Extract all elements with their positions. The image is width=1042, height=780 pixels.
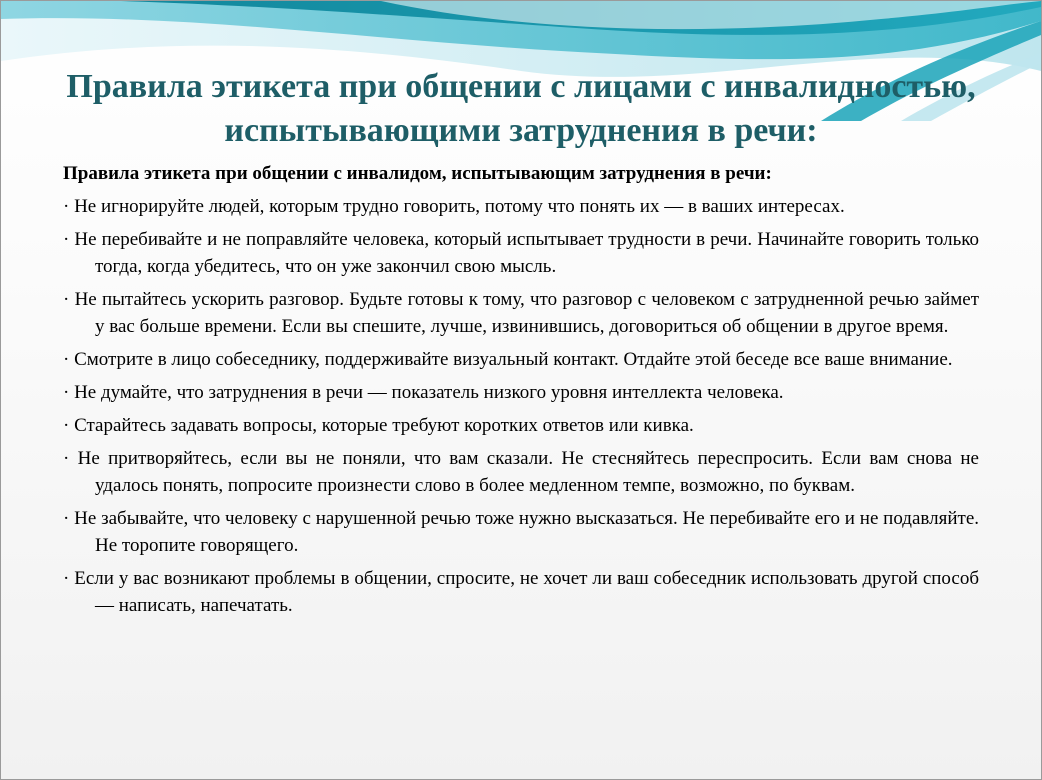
rule-text: Не перебивайте и не поправляйте человека, который испытывает трудности в речи. Начинайте говорить только тогда, когда убедитесь, что он уже закончил свою мысль. (74, 229, 979, 277)
rule-item-4 (63, 346, 979, 373)
rule-item-9 (63, 565, 979, 619)
rule-text: Не игнорируйте людей, которым трудно говорить, потому что понять их — в ваших интересах. (74, 196, 845, 217)
rule-item-5 (63, 379, 979, 406)
bullet: · (63, 196, 70, 217)
rule-text: Старайтесь задавать вопросы, которые требуют коротких ответов или кивка. (74, 415, 694, 436)
slide-content (63, 161, 979, 625)
rule-item-7 (63, 445, 979, 499)
bullet: · (63, 415, 70, 436)
bullet: · (63, 382, 70, 403)
rules-subtitle: Правила этикета при общении с инвалидом, испытывающим затруднения в речи: (63, 163, 772, 184)
rule-item-6 (63, 412, 979, 439)
rule-item-8 (63, 505, 979, 559)
bullet: · (63, 289, 70, 310)
bullet: · (63, 448, 70, 469)
bullet: · (63, 568, 70, 589)
rule-text: Не думайте, что затруднения в речи — показатель низкого уровня интеллекта человека. (74, 382, 784, 403)
bullet: · (63, 349, 70, 370)
rule-item-2 (63, 226, 979, 280)
rule-text: Если у вас возникают проблемы в общении, спросите, не хочет ли ваш собеседник использовать другой способ — написать, напечатать. (74, 568, 980, 616)
bullet: · (63, 508, 70, 529)
slide-title: Правила этикета при общении с лицами с инвалидностью, испытывающими затруднения в речи: (66, 68, 976, 149)
rule-item-1 (63, 193, 979, 220)
rule-text: Смотрите в лицо собеседнику, поддерживайте визуальный контакт. Отдайте этой беседе все ваше внимание. (74, 349, 953, 370)
bullet: · (63, 229, 70, 250)
rule-text: Не притворяйтесь, если вы не поняли, что вам сказали. Не стесняйтесь переспросить. Если вам снова не удалось понять, попросите произнести слово в более медленном темпе, возможно, по буквам. (77, 448, 979, 496)
rule-text: Не пытайтесь ускорить разговор. Будьте готовы к тому, что разговор с человеком с затрудненной речью займет у вас больше времени. Если вы спешите, лучше, извинившись, договориться об общении в другое время. (74, 289, 979, 337)
rule-item-3 (63, 286, 979, 340)
rule-text: Не забывайте, что человеку с нарушенной речью тоже нужно высказаться. Не перебивайте его и не подавляйте. Не торопите говорящего. (74, 508, 979, 556)
